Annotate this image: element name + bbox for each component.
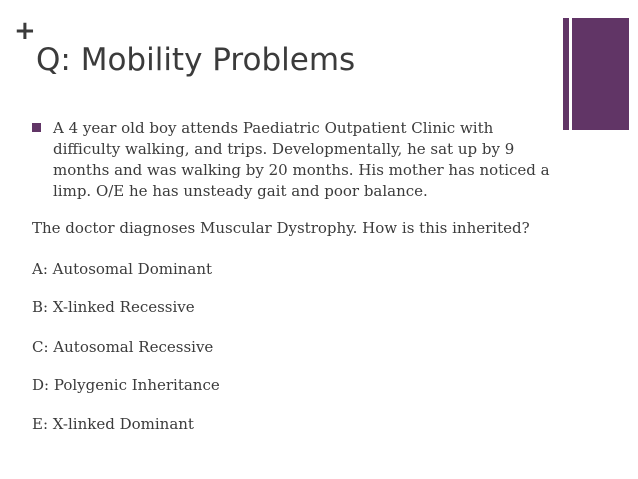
option-b: B: X-linked Recessive [32,298,195,316]
question-text: The doctor diagnoses Muscular Dystrophy. How is this inherited? [32,219,530,237]
option-d: D: Polygenic Inheritance [32,376,220,394]
option-c: C: Autosomal Recessive [32,338,214,356]
square-bullet-icon [32,123,41,132]
accent-bar-thin [563,18,569,130]
option-e: E: X-linked Dominant [32,415,194,433]
slide-title: Q: Mobility Problems [36,42,356,78]
plus-symbol: + [14,16,36,46]
case-bullet [32,118,572,202]
case-description: A 4 year old boy attends Paediatric Outpatient Clinic with difficulty walking, and trips. Developmentally, he sat up by 9 months and was walking by 20 months. His mother has noticed a limp. O/E he has unsteady gait and poor balance. [53,119,550,200]
option-a: A: Autosomal Dominant [32,260,213,278]
accent-bar-thick [572,18,629,130]
